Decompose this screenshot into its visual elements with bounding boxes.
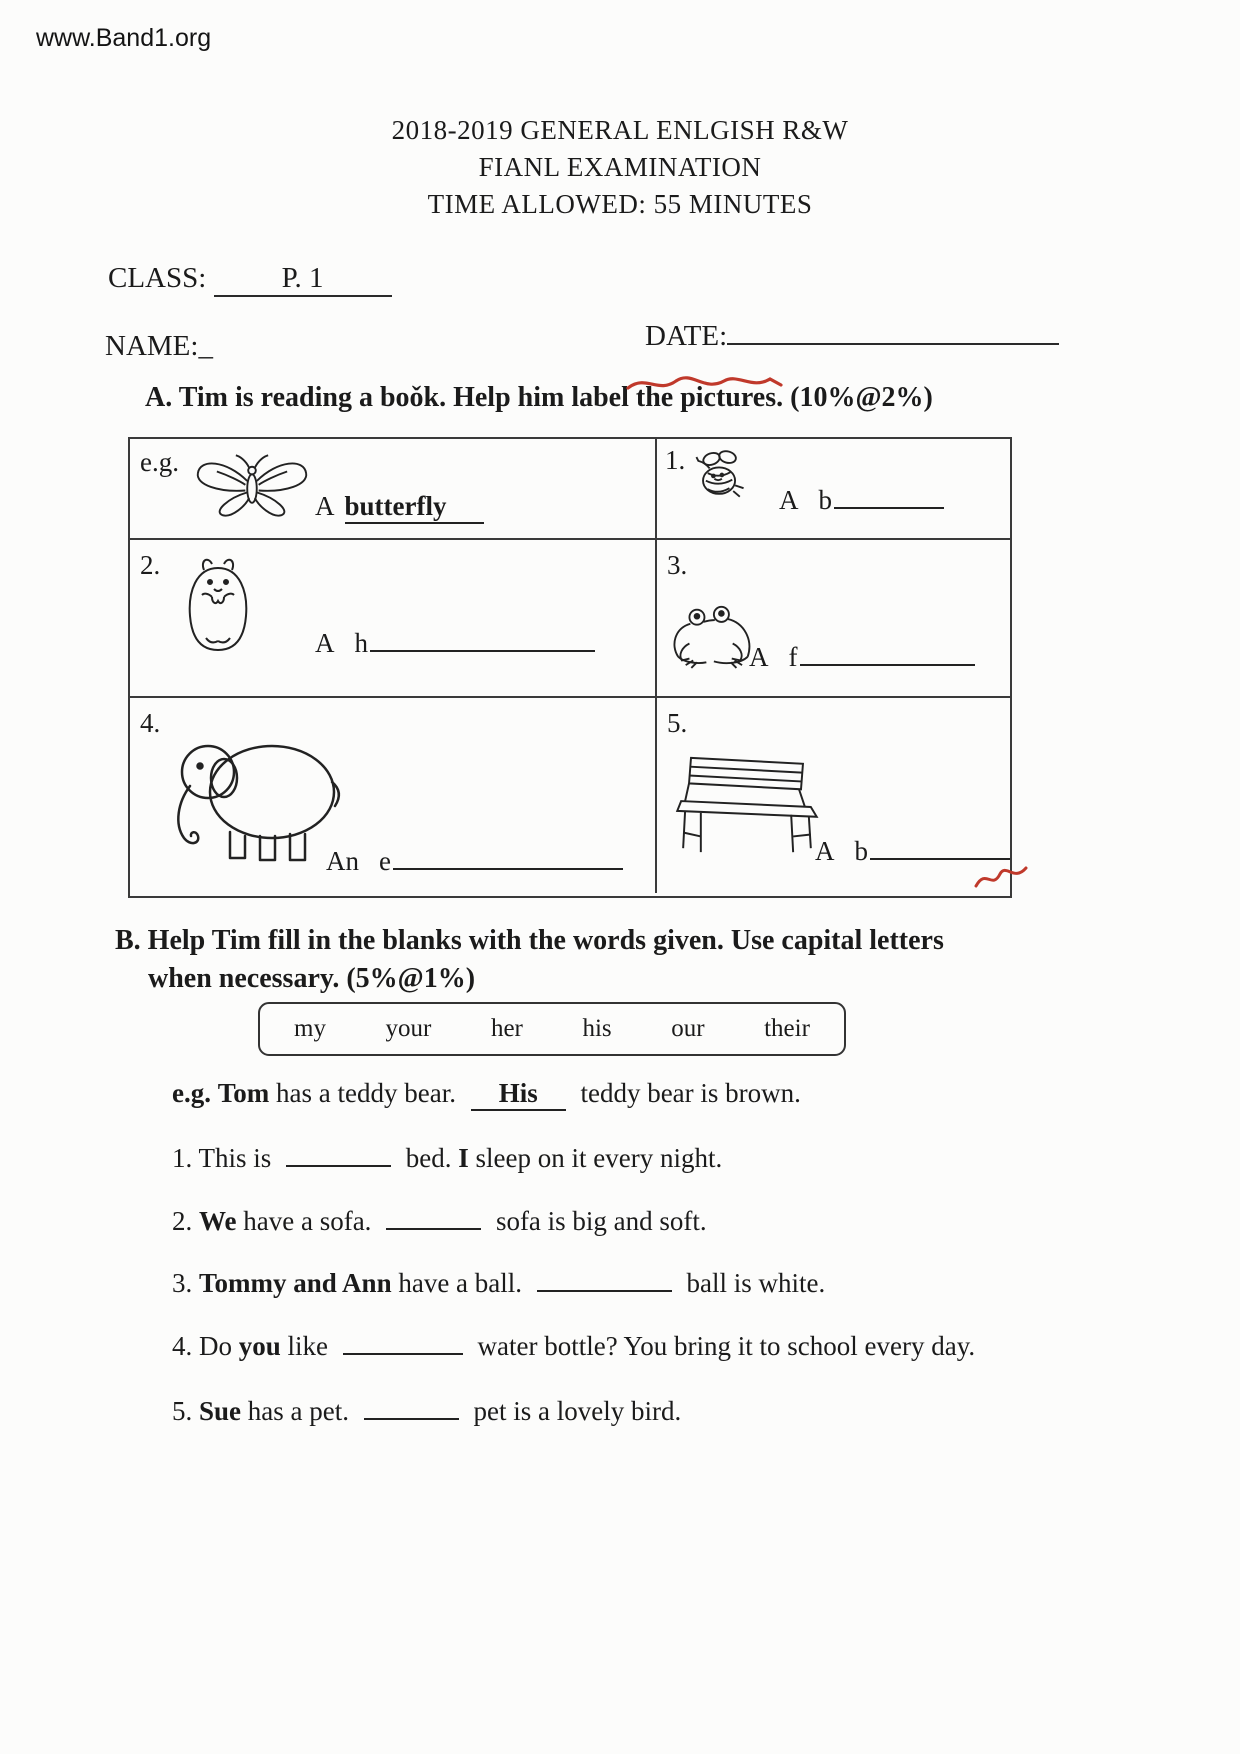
article: A — [779, 485, 799, 515]
answer-line-4 — [326, 846, 623, 877]
class-field — [108, 262, 392, 297]
cell-label-3: 3. — [667, 550, 688, 580]
word-bank-item-our: our — [671, 1015, 705, 1042]
example-sentence — [172, 1078, 801, 1111]
date-blank — [727, 316, 1059, 345]
answer-blank — [834, 486, 944, 509]
class-label: CLASS: — [108, 262, 207, 294]
item-bold-word: Tommy and Ann — [199, 1268, 392, 1298]
name-field — [105, 330, 213, 363]
word-bank-item-her: her — [490, 1015, 523, 1042]
fill-blank — [286, 1144, 391, 1167]
fill-in-item-1 — [172, 1143, 722, 1174]
butterfly-image — [188, 443, 316, 519]
elephant-image — [160, 720, 350, 870]
item-text: pet is a lovely bird. — [473, 1396, 682, 1426]
cell-label-2: 2. — [140, 550, 161, 580]
word-bank-item-their: their — [764, 1015, 810, 1042]
section-a-heading-text1: A. Tim is reading a boǒk. Help him label — [145, 382, 629, 413]
item-text: has a pet. — [247, 1396, 349, 1426]
exam-title-line2: FIANL EXAMINATION — [478, 152, 762, 182]
fill-in-item-3 — [172, 1268, 825, 1299]
bee-image — [687, 447, 753, 503]
answer-line-2 — [315, 628, 595, 659]
item-number: 4. — [172, 1331, 193, 1361]
item-text: have a ball. — [398, 1268, 523, 1298]
fill-in-item-2 — [172, 1206, 707, 1237]
article: A — [315, 628, 335, 658]
section-a-heading-text2: the pictures. — [636, 382, 783, 414]
hamster-image — [178, 552, 258, 656]
table-cell-1 — [657, 439, 1010, 540]
class-value: P. 1 — [214, 262, 392, 297]
date-field — [645, 316, 1059, 353]
section-b-heading-line2: when necessary. (5%@1%) — [148, 963, 476, 994]
item-bold-word: you — [238, 1331, 281, 1361]
table-cell-example — [130, 439, 657, 540]
article: An — [326, 846, 359, 876]
section-b-heading — [115, 922, 944, 998]
exam-title-line1: 2018-2019 GENERAL ENLGISH R&W — [391, 115, 849, 145]
answer-blank — [800, 643, 975, 666]
exam-title — [0, 112, 1240, 223]
item-text: sofa is big and soft. — [495, 1206, 707, 1236]
answer-letter: b — [818, 485, 832, 515]
fill-in-item-4 — [172, 1331, 975, 1362]
website-watermark: www.Band1.org — [36, 24, 212, 52]
cell-label-eg: e.g. — [140, 447, 179, 477]
item-number: 5. — [172, 1396, 193, 1426]
table-cell-4 — [130, 698, 657, 893]
example-text2: teddy bear is brown. — [580, 1078, 801, 1108]
item-text: ball is white. — [686, 1268, 826, 1298]
item-text: water bottle? You bring it to school every day. — [477, 1331, 976, 1361]
answer-letter: e — [379, 846, 391, 876]
fill-blank — [386, 1207, 481, 1230]
section-a-heading-marks: (10%@2%) — [790, 382, 933, 413]
item-text: like — [287, 1331, 329, 1361]
item-bold-word: I — [458, 1143, 469, 1173]
word-bank-item-my: my — [294, 1015, 326, 1042]
example-answer-line — [315, 491, 484, 524]
date-label: DATE: — [645, 320, 728, 352]
item-text: sleep on it every night. — [475, 1143, 723, 1173]
item-text: Do — [199, 1331, 232, 1361]
frog-image — [665, 600, 759, 672]
cell-label-1: 1. — [665, 445, 686, 475]
cell-label-5: 5. — [667, 708, 688, 738]
picture-label-table — [128, 437, 1012, 898]
item-number: 2. — [172, 1206, 193, 1236]
fill-in-item-5 — [172, 1396, 681, 1427]
cell-label-4: 4. — [140, 708, 161, 738]
article: A — [315, 491, 335, 521]
example-answer-blank: His — [471, 1078, 566, 1111]
example-text1: has a teddy bear. — [276, 1078, 456, 1108]
word-bank-item-his: his — [582, 1015, 612, 1042]
item-number: 3. — [172, 1268, 193, 1298]
item-text: have a sofa. — [243, 1206, 372, 1236]
fill-blank — [343, 1332, 463, 1355]
answer-blank — [370, 629, 595, 652]
item-text: bed. — [405, 1143, 452, 1173]
article: A — [815, 836, 835, 866]
fill-blank — [537, 1269, 672, 1292]
example-label: e.g. — [172, 1078, 211, 1108]
item-bold-word: Sue — [199, 1396, 242, 1426]
table-cell-5 — [657, 698, 1010, 893]
item-number: 1. — [172, 1143, 193, 1173]
answer-letter: f — [788, 642, 798, 672]
name-label: NAME:_ — [105, 330, 213, 362]
table-cell-3 — [657, 540, 1010, 698]
answer-line-3 — [749, 642, 975, 673]
item-bold-word: We — [199, 1206, 237, 1236]
table-cell-2 — [130, 540, 657, 698]
section-a-heading — [145, 382, 933, 414]
example-name: Tom — [217, 1078, 270, 1108]
fill-blank — [364, 1397, 459, 1420]
answer-letter: b — [854, 836, 868, 866]
answer-blank — [393, 847, 623, 870]
answer-letter: h — [354, 628, 368, 658]
answer-line-1 — [779, 485, 944, 516]
article: A — [749, 642, 769, 672]
example-answer-word: butterfly — [345, 491, 485, 524]
exam-title-line3: TIME ALLOWED: 55 MINUTES — [427, 189, 813, 219]
word-bank-item-your: your — [385, 1015, 432, 1042]
section-b-heading-line1: B. Help Tim fill in the blanks with the words given. Use capital letters — [115, 925, 944, 956]
item-text: This is — [198, 1143, 272, 1173]
bench-image — [667, 750, 825, 860]
word-bank-box — [258, 1002, 846, 1056]
answer-blank — [870, 837, 1010, 860]
red-check-mark — [972, 858, 1030, 896]
